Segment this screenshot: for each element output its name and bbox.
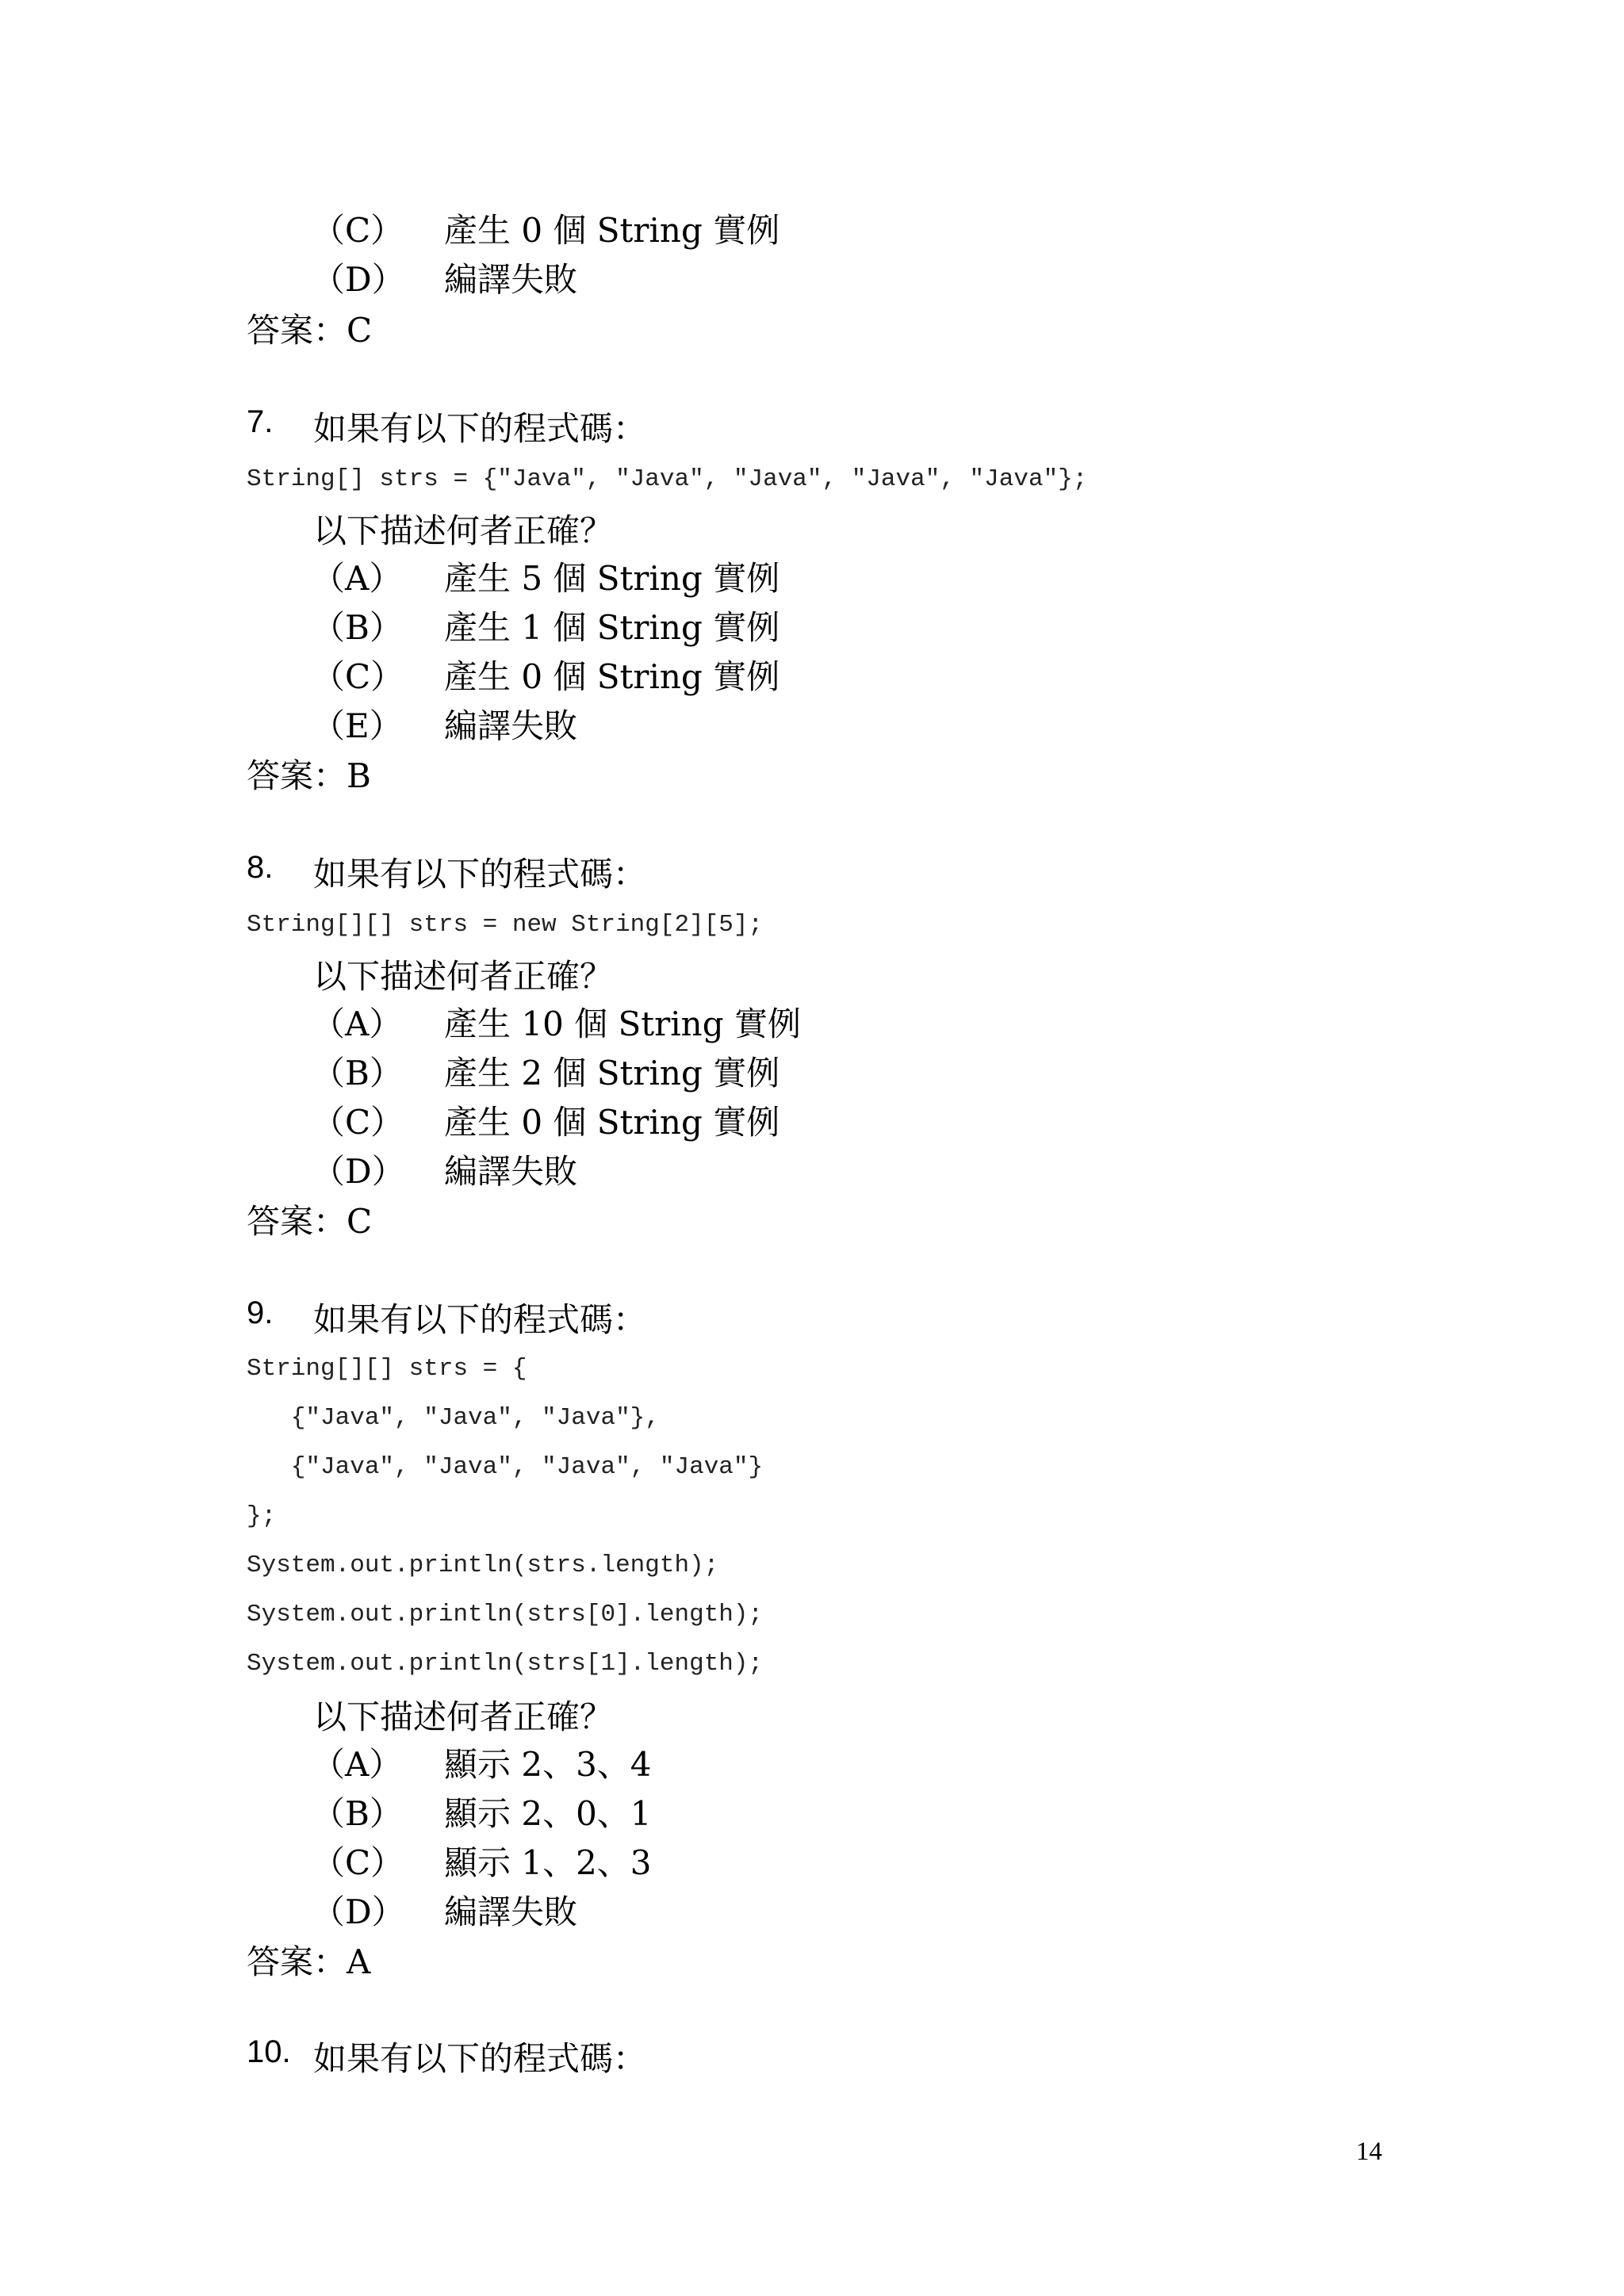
- question-prompt: 如果有以下的程式碼：: [313, 855, 647, 894]
- question-number: 8.: [247, 850, 274, 885]
- option-label: （B）: [312, 608, 403, 647]
- option-text: 產生 5 個 String 實例: [444, 559, 780, 598]
- question-number: 10.: [247, 2034, 291, 2069]
- code-line: System.out.println(strs[0].length);: [247, 1601, 764, 1628]
- option-text: 產生 0 個 String 實例: [444, 211, 780, 250]
- option-text: 顯示 2、0、1: [444, 1794, 652, 1833]
- answer: 答案：C: [247, 311, 373, 350]
- code-line: System.out.println(strs.length);: [247, 1552, 719, 1579]
- option-label: （B）: [312, 1054, 403, 1093]
- option-text: 編譯失敗: [444, 1152, 578, 1191]
- option-text: 產生 1 個 String 實例: [444, 608, 780, 647]
- answer: 答案：B: [247, 756, 371, 795]
- option-text: 編譯失敗: [444, 260, 578, 299]
- answer: 答案：C: [247, 1202, 373, 1241]
- code-line: System.out.println(strs[1].length);: [247, 1650, 764, 1678]
- option-label: （A）: [312, 559, 403, 598]
- code-line: {"Java", "Java", "Java", "Java"}: [247, 1453, 764, 1481]
- option-text: 顯示 2、3、4: [444, 1745, 652, 1784]
- code-line: String[] strs = {"Java", "Java", "Java", "Java", "Java"};: [247, 465, 1088, 493]
- question-text: 以下描述何者正確？: [313, 1697, 614, 1736]
- option-label: （C）: [312, 1103, 404, 1142]
- answer: 答案：A: [247, 1942, 371, 1981]
- option-text: 產生 0 個 String 實例: [444, 657, 780, 696]
- code-line: {"Java", "Java", "Java"},: [247, 1404, 660, 1432]
- code-line: String[][] strs = {: [247, 1355, 527, 1383]
- question-number: 7.: [247, 404, 274, 439]
- code-line: String[][] strs = new String[2][5];: [247, 911, 764, 939]
- option-text: 產生 2 個 String 實例: [444, 1054, 780, 1093]
- option-text: 產生 10 個 String 實例: [444, 1004, 801, 1043]
- option-label: （A）: [312, 1004, 403, 1043]
- option-label: （C）: [312, 1843, 404, 1882]
- option-text: 顯示 1、2、3: [444, 1843, 652, 1882]
- option-text: 編譯失敗: [444, 1892, 578, 1931]
- option-label: （C）: [312, 657, 404, 696]
- question-text: 以下描述何者正確？: [313, 511, 614, 550]
- option-label: （C）: [312, 211, 404, 250]
- option-label: （D）: [312, 1152, 405, 1191]
- question-prompt: 如果有以下的程式碼：: [313, 1300, 647, 1339]
- option-label: （A）: [312, 1745, 403, 1784]
- page-number: 14: [1356, 2137, 1382, 2166]
- question-number: 9.: [247, 1295, 274, 1330]
- option-label: （E）: [312, 706, 403, 745]
- question-text: 以下描述何者正確？: [313, 957, 614, 996]
- option-label: （D）: [312, 260, 405, 299]
- option-label: （B）: [312, 1794, 403, 1833]
- option-label: （D）: [312, 1892, 405, 1931]
- question-prompt: 如果有以下的程式碼：: [313, 2039, 647, 2078]
- code-line: };: [247, 1502, 277, 1530]
- option-text: 產生 0 個 String 實例: [444, 1103, 780, 1142]
- question-prompt: 如果有以下的程式碼：: [313, 409, 647, 448]
- option-text: 編譯失敗: [444, 706, 578, 745]
